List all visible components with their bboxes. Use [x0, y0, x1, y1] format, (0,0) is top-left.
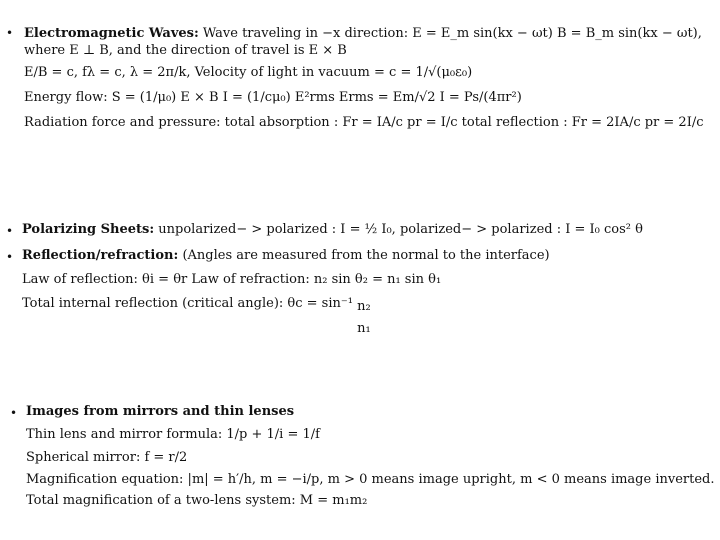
bullet: •	[10, 406, 18, 420]
polar-equations: unpolarized− > polarized : I = ½ I₀, polarized− > polarized : I = I₀ cos² θ	[158, 222, 643, 237]
em-line-2: where E ⊥ B, and the direction of travel is E × B	[24, 43, 347, 58]
refl-tir	[22, 296, 371, 340]
images-line-3: Magnification equation: |m| = h′/h, m = −i/p, m > 0 means image upright, m < 0 means image inverted.	[26, 472, 715, 487]
polar-heading: Polarizing Sheets:	[22, 222, 155, 237]
tir-ratio	[357, 296, 371, 340]
images-line-1: Thin lens and mirror formula: 1/p + 1/i = 1/f	[26, 427, 320, 442]
refl-note: (Angles are measured from the normal to the interface)	[182, 248, 550, 263]
images-line-2: Spherical mirror: f = r/2	[26, 450, 188, 465]
em-line-4: Energy flow: S = (1/μ₀) E × B I = (1/cμ₀) E²rms Erms = Em/√2 I = Ps/(4πr²)	[24, 90, 522, 105]
images-line-4: Total magnification of a two-lens system: M = m₁m₂	[26, 493, 368, 508]
em-line-5: Radiation force and pressure: total absorption : Fr = IA/c pr = I/c total reflection : Fr = 2IA/c pr = 2I/c	[24, 115, 704, 130]
bullet: •	[6, 26, 14, 40]
tir-numerator: n₂	[357, 299, 371, 314]
em-line-3: E/B = c, fλ = c, λ = 2π/k, Velocity of light in vacuum = c = 1/√(μ₀ε₀)	[24, 65, 473, 80]
polar-line	[22, 222, 643, 237]
refl-line-1	[22, 248, 550, 263]
em-heading: Electromagnetic Waves:	[24, 26, 199, 41]
tir-denominator: n₁	[357, 321, 371, 336]
images-heading: Images from mirrors and thin lenses	[26, 404, 295, 419]
em-line-1	[24, 26, 702, 41]
refl-heading: Reflection/refraction:	[22, 248, 179, 263]
em-wave-equations: Wave traveling in −x direction: E = E_m sin(kx − ωt) B = B_m sin(kx − ωt),	[202, 26, 702, 41]
bullet: •	[6, 224, 14, 238]
refl-laws: Law of reflection: θi = θr Law of refraction: n₂ sin θ₂ = n₁ sin θ₁	[22, 272, 442, 287]
tir-label: Total internal reflection (critical angle): θc = sin⁻¹	[22, 296, 353, 311]
bullet: •	[6, 250, 14, 264]
